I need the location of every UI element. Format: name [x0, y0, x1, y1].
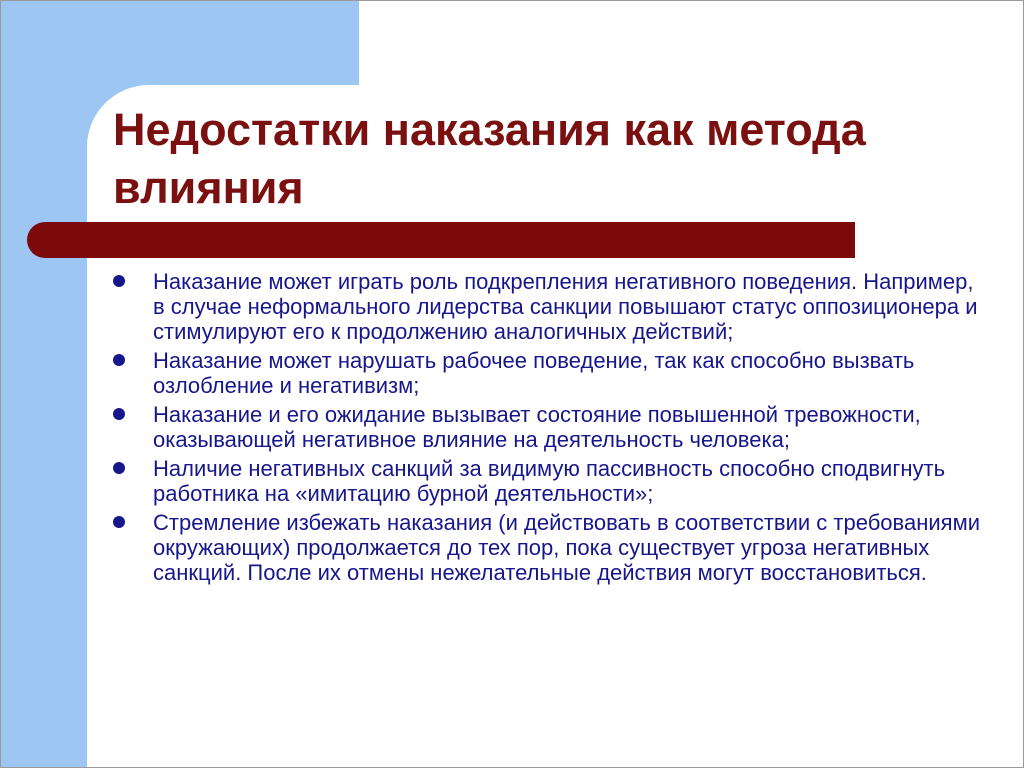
bullet-text: Наказание может нарушать рабочее поведение, так как способно вызвать озлобление и негативизм;: [153, 348, 915, 398]
bullet-dot-icon: [113, 354, 125, 366]
bullet-dot-icon: [113, 516, 125, 528]
bullet-text: Наказание может играть роль подкрепления негативного поведения. Например, в случае неформального лидерства санкции повышают статус оппозиционера и стимулируют его к продолжению аналогичных действий;: [153, 269, 978, 344]
bullet-list: [113, 269, 983, 589]
bullet-dot-icon: [113, 275, 125, 287]
bullet-item: [113, 402, 983, 452]
bullet-item: [113, 456, 983, 506]
bullet-text: Наказание и его ожидание вызывает состояние повышенной тревожности, оказывающей негативное влияние на деятельность человека;: [153, 402, 921, 452]
bullet-dot-icon: [113, 408, 125, 420]
bullet-dot-icon: [113, 462, 125, 474]
bullet-item: [113, 269, 983, 344]
bullet-text: Наличие негативных санкций за видимую пассивность способно сподвигнуть работника на «имитацию бурной деятельности»;: [153, 456, 946, 506]
bullet-text: Стремление избежать наказания (и действовать в соответствии с требованиями окружающих) продолжается до тех пор, пока существует угроза негативных санкций. После их отмены нежелательные действия могут восстановиться.: [153, 510, 980, 585]
bullet-item: [113, 510, 983, 585]
title-underline-bar: [27, 222, 855, 258]
slide-title: Недостатки наказания как метода влияния: [113, 104, 866, 213]
bullet-item: [113, 348, 983, 398]
